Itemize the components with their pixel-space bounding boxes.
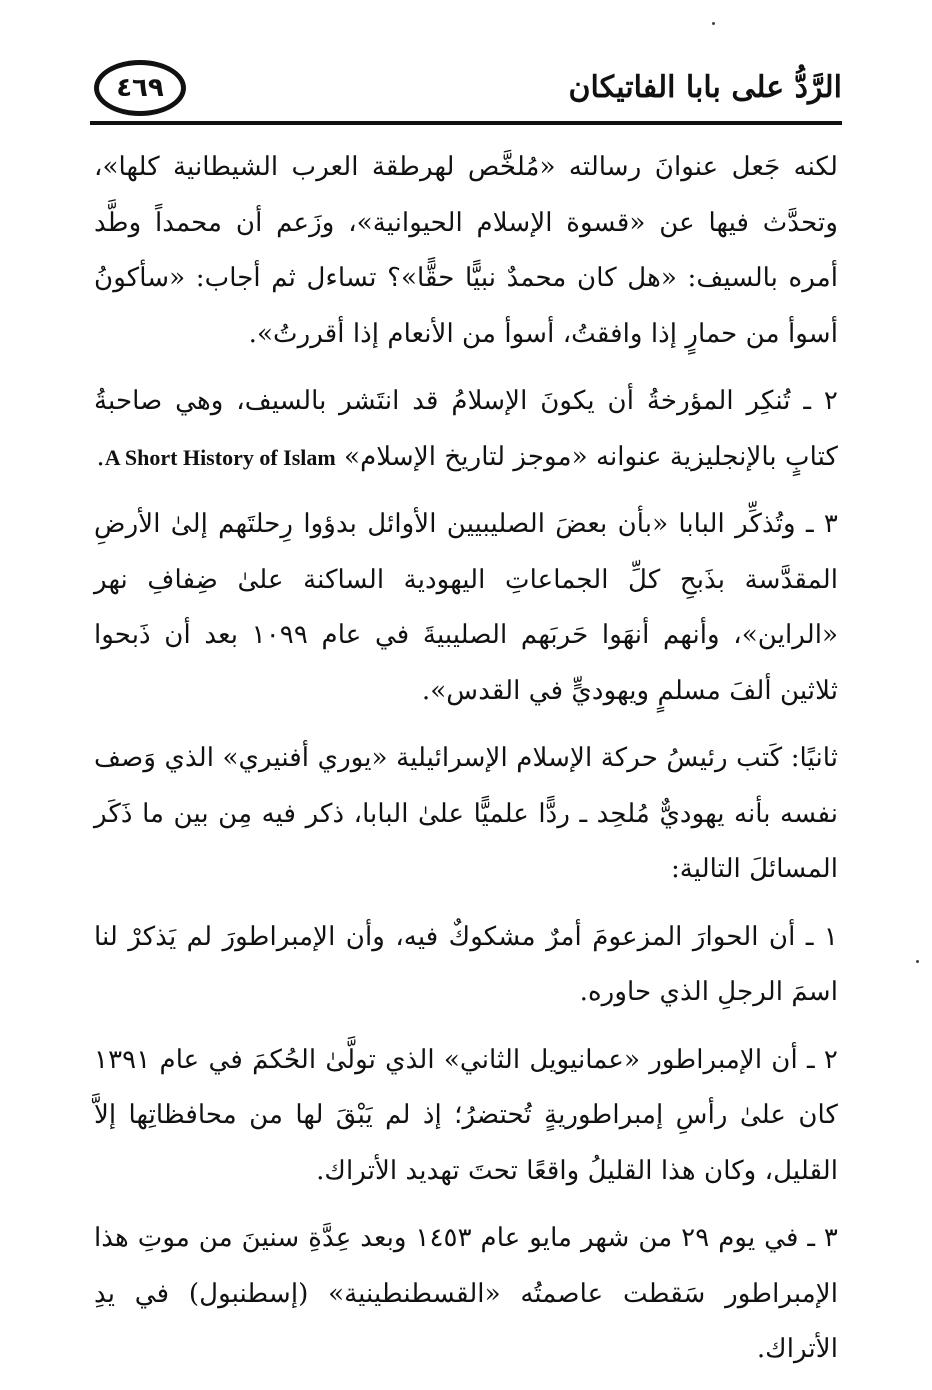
page-number: ٤٦٩ bbox=[116, 73, 164, 103]
running-title: الرَّدُّ على بابا الفاتيكان bbox=[568, 70, 842, 105]
paragraph: ١ ـ أن الحوارَ المزعومَ أمرٌ مشكوكٌ فيه، وأن الإمبراطورَ لم يَذكرْ لنا اسمَ الرجلِ الذي حاوره. bbox=[94, 921, 838, 1007]
scan-speck bbox=[916, 960, 919, 963]
body-text bbox=[94, 140, 838, 1390]
paragraph-text: . bbox=[96, 441, 105, 472]
paragraph: ٣ ـ في يوم ٢٩ من شهر مايو عام ١٤٥٣ وبعد عِدَّةِ سنينَ من موتِ هذا الإمبراطور سَقطت عاصمتُه «القسطنطينية» (إسطنبول) في يدِ الأتراك. bbox=[94, 1223, 838, 1364]
paragraph: ٣ ـ وتُذكِّر البابا «بأن بعضَ الصليبيين الأوائل بدؤوا رِحلتَهم إلىٰ الأرضِ المقدَّسة بذَبحِ كلِّ الجماعاتِ اليهودية الساكنة علىٰ ضِفافِ نهر «الراين»، وأنهم أنهَوا حَربَهم الصليبيةَ في عام ١٠٩٩ بعد أن ذَبحوا ثلاثين ألفَ مسلمٍ ويهوديٍّ في القدس». bbox=[94, 509, 838, 706]
page-header bbox=[90, 52, 842, 124]
scan-speck bbox=[712, 22, 715, 25]
paragraph-text: ٢ ـ تُنكِر المؤرخةُ أن يكونَ الإسلامُ قد انتَشر بالسيف، وهي صاحبةُ كتابٍ بالإنجليزية عنوانه «موجز لتاريخ الإسلام» bbox=[94, 386, 838, 472]
page-number-badge bbox=[94, 60, 186, 116]
paragraph: ٢ ـ أن الإمبراطور «عمانيويل الثاني» الذي تولَّىٰ الحُكمَ في عام ١٣٩١ كان علىٰ رأسِ إمبراطوريةٍ تُحتضرُ؛ إذ لم يَبْقَ لها من محافظاتِها إلاَّ القليل، وكان هذا القليلُ واقعًا تحتَ تهديد الأتراك. bbox=[94, 1044, 838, 1186]
paragraph: ثانيًا: كَتب رئيسُ حركة الإسلام الإسرائيلية «يوري أفنيري» الذي وَصف نفسه بأنه يهوديٌّ مُلحِد ـ ردًّا علميًّا علىٰ البابا، ذكر فيه مِن بين ما ذَكَر المسائلَ التالية: bbox=[94, 743, 838, 884]
book-title-latin: A Short History of Islam bbox=[104, 444, 336, 470]
header-rule bbox=[90, 121, 842, 125]
paragraph: لكنه جَعل عنوانَ رسالته «مُلخَّص لهرطقة العرب الشيطانية كلها»، وتحدَّث فيها عن «قسوة الإسلام الحيوانية»، وزَعم أن محمداً وطَّد أمره بالسيف: «هل كان محمدٌ نبيًّا حقًّا»؟ تساءل ثم أجاب: «سأكونُ أسوأ من حمارٍ إذا وافقتُ، أسوأ من الأنعام إذا أقررتُ». bbox=[94, 152, 838, 349]
paragraph bbox=[94, 374, 838, 485]
